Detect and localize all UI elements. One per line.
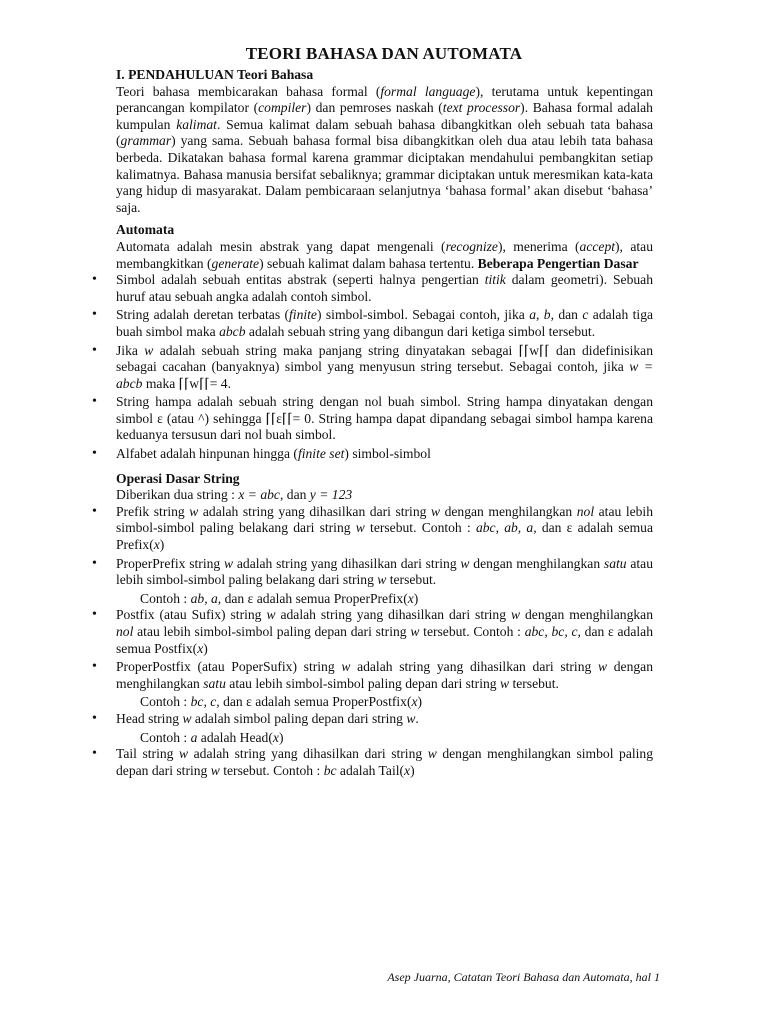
intro-heading: I. PENDAHULUAN Teori Bahasa (116, 67, 314, 82)
operations-list-2 (116, 607, 653, 692)
example-line: Contoh : a adalah Head(x) (140, 729, 284, 745)
list-item: • Head string w adalah simbol paling depan dari string w. (116, 711, 653, 728)
list-item: • ProperPostfix (atau PoperSufix) string w adalah string yang dihasilkan dari string w dengan menghilangkan satu atau lebih simbol-simbol paling depan dari string w tersebut. (116, 659, 653, 692)
list-item: • Simbol adalah sebuah entitas abstrak (seperti halnya pengertian titik dalam geometri). Sebuah huruf atau sebuah angka adalah contoh simbol. (116, 272, 653, 305)
list-item: • Tail string w adalah string yang dihasilkan dari string w dengan menghilangkan simbol paling depan dari string w tersebut. Contoh : bc adalah Tail(x) (116, 746, 653, 779)
intro-paragraph: Teori bahasa membicarakan bahasa formal (formal language), terutama untuk kepentingan perancangan kompilator (compiler) dan pemroses naskah (text processor). Bahasa formal adalah kumpulan kalimat. Semua kalimat dalam sebuah bahasa dibangkitkan oleh sebuah tata bahasa (grammar) yang sama. Sebuah bahasa formal bisa dibangkitkan oleh dua atau lebih tata bahasa berbeda. Dikatakan bahasa formal karena grammar diciptakan mendahului pembangkitan setiap kalimatnya. Bahasa manusia bersifat sebaliknya; grammar diciptakan untuk meresmikan kata-kata yang hidup di masyarakat. Dalam pembicaraan selanjutnya ‘bahasa formal’ akan disebut ‘bahasa’ saja. (116, 83, 653, 215)
list-item: • Postfix (atau Sufix) string w adalah string yang dihasilkan dari string w dengan menghilangkan nol atau lebih simbol-simbol paling depan dari string w tersebut. Contoh : abc, bc, c, dan ε adalah semua Postfix(x) (116, 607, 653, 657)
example-line: Contoh : bc, c, dan ε adalah semua ProperPostfix(x) (140, 694, 423, 710)
example-line: Contoh : ab, a, dan ε adalah semua ProperPrefix(x) (140, 590, 419, 606)
operations-list-4 (116, 746, 653, 779)
automata-paragraph: Automata adalah mesin abstrak yang dapat mengenali (recognize), menerima (accept), atau membangkitkan (generate) sebuah kalimat dalam bahasa tertentu. Beberapa Pengertian Dasar (116, 238, 653, 271)
list-item: • Alfabet adalah hinpunan hingga (finite set) simbol-simbol (116, 446, 653, 463)
operations-list (116, 504, 653, 589)
page-footer: Asep Juarna, Catatan Teori Bahasa dan Automata, hal 1 (387, 970, 660, 984)
operations-heading: Operasi Dasar String (116, 470, 240, 486)
document-body (116, 67, 653, 781)
page-title: TEORI BAHASA DAN AUTOMATA (245, 44, 523, 63)
automata-heading: Automata (116, 222, 175, 238)
operations-list-3 (116, 711, 653, 728)
list-item: • String adalah deretan terbatas (finite) simbol-simbol. Sebagai contoh, jika a, b, dan c adalah tiga buah simbol maka abcb adalah sebuah string yang dibangun dari ketiga simbol tersebut. (116, 307, 653, 340)
list-item: • Prefik string w adalah string yang dihasilkan dari string w dengan menghilangkan nol atau lebih simbol-simbol paling belakang dari string w tersebut. Contoh : abc, ab, a, dan ε adalah semua Prefix(x) (116, 504, 653, 554)
operations-given: Diberikan dua string : x = abc, dan y = 123 (116, 487, 353, 503)
definitions-list (116, 272, 653, 463)
list-item: • ProperPrefix string w adalah string yang dihasilkan dari string w dengan menghilangkan satu atau lebih simbol-simbol paling belakang dari string w tersebut. (116, 556, 653, 589)
list-item: • Jika w adalah sebuah string maka panjang string dinyatakan sebagai ⌈⌈w⌈⌈ dan didefinisikan sebagai cacahan (banyaknya) simbol yang menyusun string tersebut. Sebagai contoh, jika w = abcb maka ⌈⌈w⌈⌈= 4. (116, 343, 653, 393)
list-item: • String hampa adalah sebuah string dengan nol buah simbol. String hampa dinyatakan dengan simbol ε (atau ^) sehingga ⌈⌈ε⌈⌈= 0. String hampa dapat dipandang sebagai simbol hampa karena keduanya tersusun dari nol buah simbol. (116, 394, 653, 444)
